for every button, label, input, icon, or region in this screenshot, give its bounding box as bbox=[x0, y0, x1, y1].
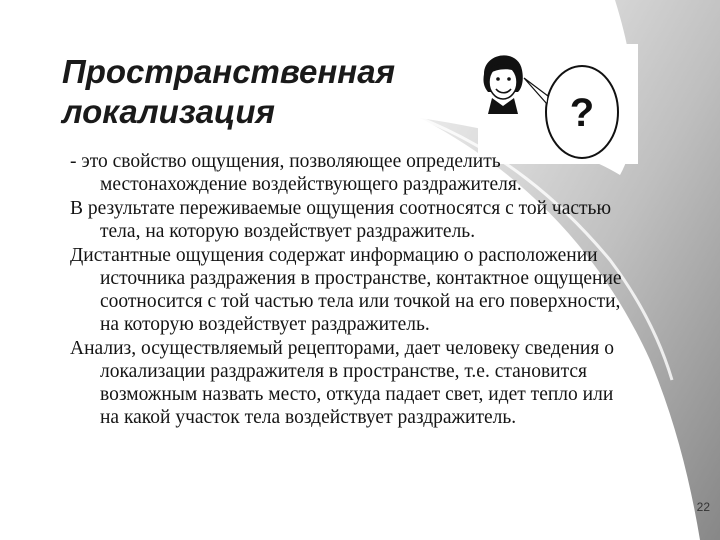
page-number: 22 bbox=[696, 500, 710, 514]
paragraph-definition: - это свойство ощущения, позволяющее определить местонахождение воздействующего раздражителя. bbox=[70, 151, 522, 195]
paragraph-analysis: Анализ, осуществляемый рецепторами, дает человеку сведения о локализации раздражителя в пространстве, т.е. становится возможным назвать место, откуда падает свет, идет тепло или на какой участок тела воздействует раздражитель. bbox=[70, 338, 614, 428]
title-line-2: локализация bbox=[62, 93, 275, 130]
woman-thinking-question-icon bbox=[478, 44, 638, 164]
slide-body bbox=[70, 150, 635, 430]
slide-title bbox=[62, 52, 482, 132]
title-line-1: Пространственная bbox=[62, 53, 395, 90]
question-mark: ? bbox=[569, 91, 595, 135]
paragraph-correlation: В результате переживаемые ощущения соотносятся с той частью тела, на которую воздействует раздражитель. bbox=[70, 198, 612, 242]
paragraph-distant-sensations: Дистантные ощущения содержат информацию о расположении источника раздражения в пространстве, контактное ощущение соотносится с той частью тела или точкой на его поверхности, на которую воздействует раздражитель. bbox=[70, 245, 622, 335]
